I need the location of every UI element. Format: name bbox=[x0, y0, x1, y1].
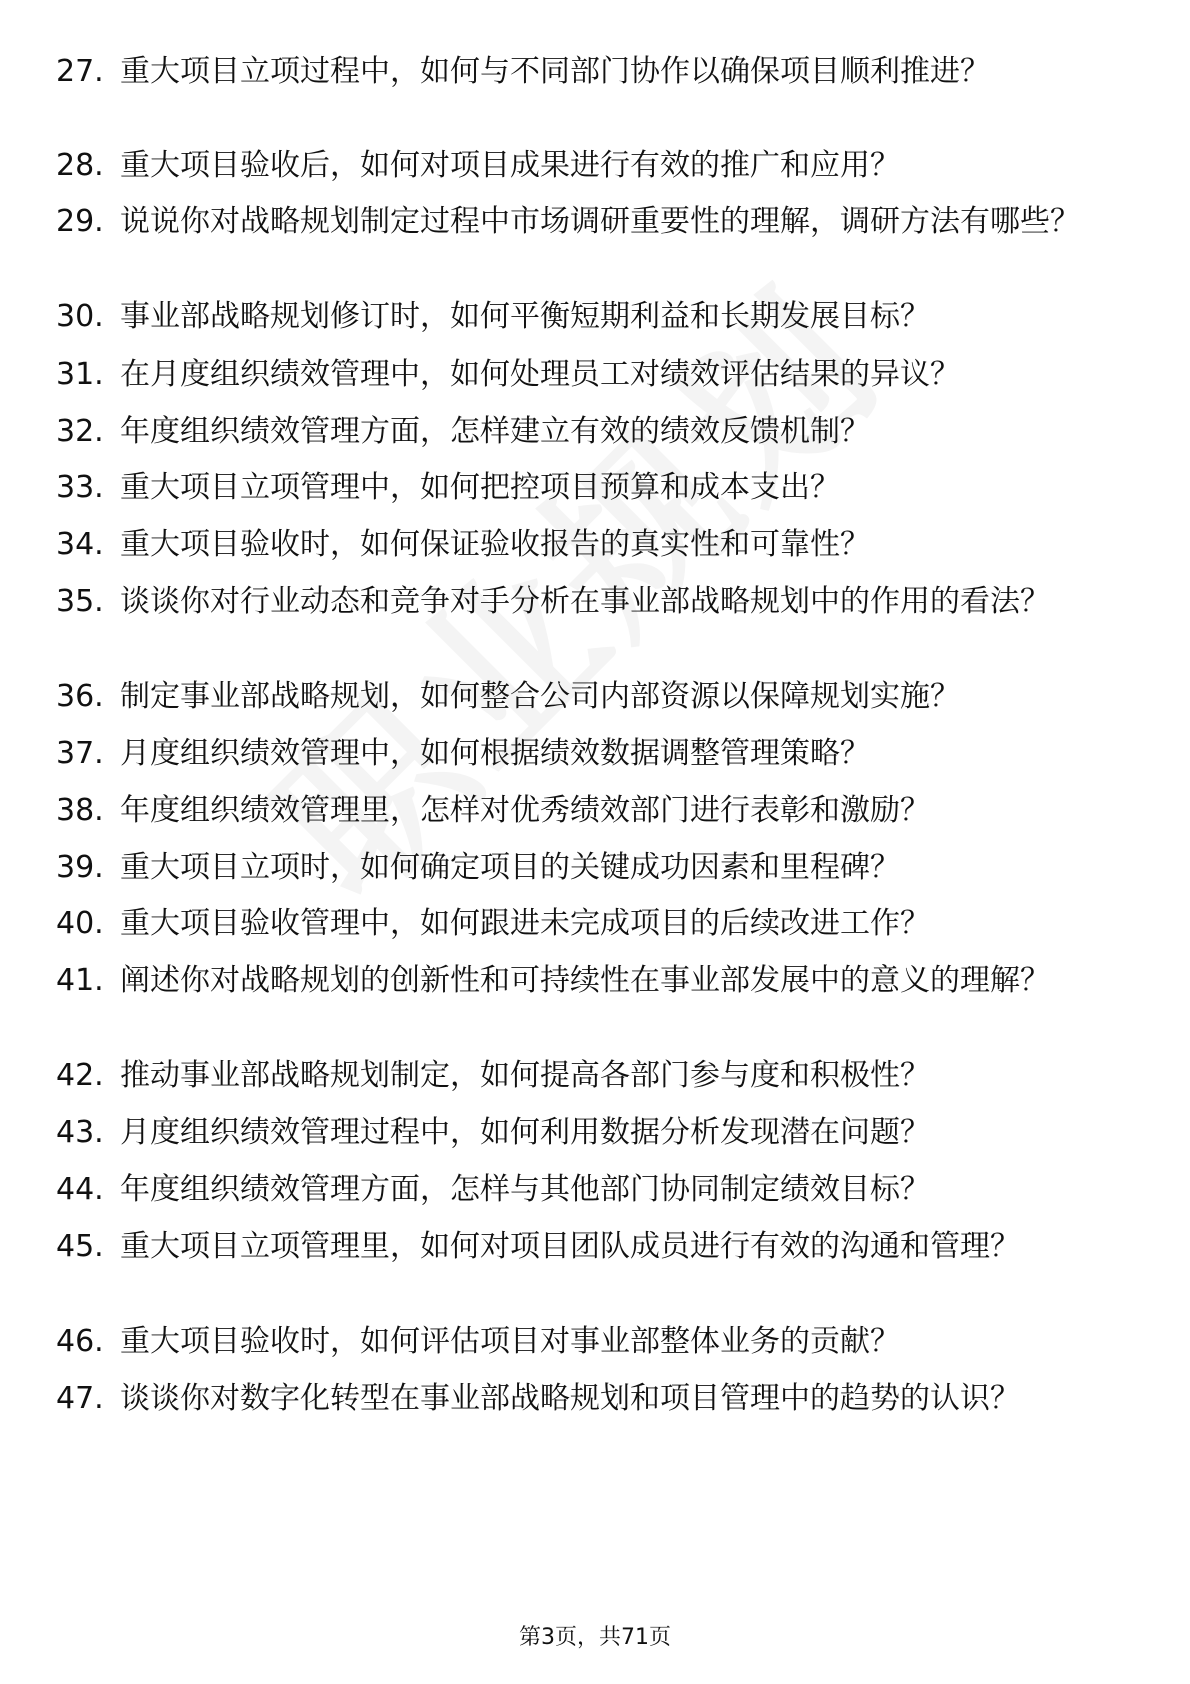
question-text: 事业部战略规划修订时，如何平衡短期利益和长期发展目标？ bbox=[120, 299, 930, 334]
question-text: 年度组织绩效管理里，怎样对优秀绩效部门进行表彰和激励？ bbox=[120, 793, 930, 828]
question-number: 38. bbox=[56, 793, 104, 828]
question-item-46 bbox=[56, 1320, 1126, 1364]
question-text: 谈谈你对行业动态和竞争对手分析在事业部战略规划中的作用的看法？ bbox=[120, 584, 1050, 619]
question-item-35 bbox=[56, 580, 1126, 624]
question-item-31 bbox=[56, 353, 1126, 397]
question-text: 推动事业部战略规划制定，如何提高各部门参与度和积极性？ bbox=[120, 1058, 930, 1093]
question-item-47 bbox=[56, 1377, 1126, 1421]
question-number: 46. bbox=[56, 1324, 104, 1359]
page-number-footer: 第3页，共71页 bbox=[519, 1625, 671, 1650]
question-number: 42. bbox=[56, 1058, 104, 1093]
question-text: 年度组织绩效管理方面，怎样与其他部门协同制定绩效目标？ bbox=[120, 1172, 930, 1207]
question-item-32 bbox=[56, 410, 1126, 454]
question-number: 44. bbox=[56, 1172, 104, 1207]
question-number: 31. bbox=[56, 357, 104, 392]
question-item-41 bbox=[56, 959, 1126, 1003]
question-text: 重大项目立项管理中，如何把控项目预算和成本支出？ bbox=[120, 470, 840, 505]
question-number: 32. bbox=[56, 414, 104, 449]
question-text: 说说你对战略规划制定过程中市场调研重要性的理解，调研方法有哪些？ bbox=[120, 204, 1080, 239]
question-item-42 bbox=[56, 1054, 1126, 1098]
question-number: 29. bbox=[56, 204, 104, 239]
question-text: 重大项目验收管理中，如何跟进未完成项目的后续改进工作？ bbox=[120, 906, 930, 941]
question-text: 阐述你对战略规划的创新性和可持续性在事业部发展中的意义的理解？ bbox=[120, 963, 1050, 998]
question-number: 41. bbox=[56, 963, 104, 998]
question-number: 47. bbox=[56, 1381, 104, 1416]
question-number: 39. bbox=[56, 850, 104, 885]
question-number: 33. bbox=[56, 470, 104, 505]
question-number: 43. bbox=[56, 1115, 104, 1150]
question-text: 谈谈你对数字化转型在事业部战略规划和项目管理中的趋势的认识？ bbox=[120, 1381, 1020, 1416]
question-item-43 bbox=[56, 1111, 1126, 1155]
question-number: 37. bbox=[56, 736, 104, 771]
question-text: 月度组织绩效管理中，如何根据绩效数据调整管理策略？ bbox=[120, 736, 870, 771]
question-item-28 bbox=[56, 144, 1126, 188]
question-text: 重大项目立项管理里，如何对项目团队成员进行有效的沟通和管理？ bbox=[120, 1229, 1020, 1264]
question-item-34 bbox=[56, 523, 1126, 567]
question-number: 27. bbox=[56, 54, 104, 89]
question-item-45 bbox=[56, 1225, 1126, 1269]
question-number: 36. bbox=[56, 679, 104, 714]
question-text: 重大项目立项过程中，如何与不同部门协作以确保项目顺利推进？ bbox=[120, 54, 990, 89]
question-item-30 bbox=[56, 295, 1126, 339]
question-text: 月度组织绩效管理过程中，如何利用数据分析发现潜在问题？ bbox=[120, 1115, 930, 1150]
question-number: 35. bbox=[56, 584, 104, 619]
question-item-29 bbox=[56, 200, 1126, 244]
question-item-33 bbox=[56, 466, 1126, 510]
question-item-44 bbox=[56, 1168, 1126, 1212]
question-item-37 bbox=[56, 732, 1126, 776]
question-text: 在月度组织绩效管理中，如何处理员工对绩效评估结果的异议？ bbox=[120, 357, 960, 392]
question-number: 34. bbox=[56, 527, 104, 562]
question-number: 45. bbox=[56, 1229, 104, 1264]
question-text: 重大项目验收时，如何保证验收报告的真实性和可靠性？ bbox=[120, 527, 870, 562]
question-text: 制定事业部战略规划，如何整合公司内部资源以保障规划实施？ bbox=[120, 679, 960, 714]
question-text: 重大项目验收时，如何评估项目对事业部整体业务的贡献？ bbox=[120, 1324, 900, 1359]
question-item-36 bbox=[56, 675, 1126, 719]
question-item-38 bbox=[56, 789, 1126, 833]
question-text: 重大项目立项时，如何确定项目的关键成功因素和里程碑？ bbox=[120, 850, 900, 885]
question-number: 40. bbox=[56, 906, 104, 941]
question-item-40 bbox=[56, 902, 1126, 946]
question-text: 年度组织绩效管理方面，怎样建立有效的绩效反馈机制？ bbox=[120, 414, 870, 449]
question-number: 28. bbox=[56, 148, 104, 183]
question-item-27 bbox=[56, 50, 1126, 94]
question-item-39 bbox=[56, 846, 1126, 890]
question-text: 重大项目验收后，如何对项目成果进行有效的推广和应用？ bbox=[120, 148, 900, 183]
question-number: 30. bbox=[56, 299, 104, 334]
